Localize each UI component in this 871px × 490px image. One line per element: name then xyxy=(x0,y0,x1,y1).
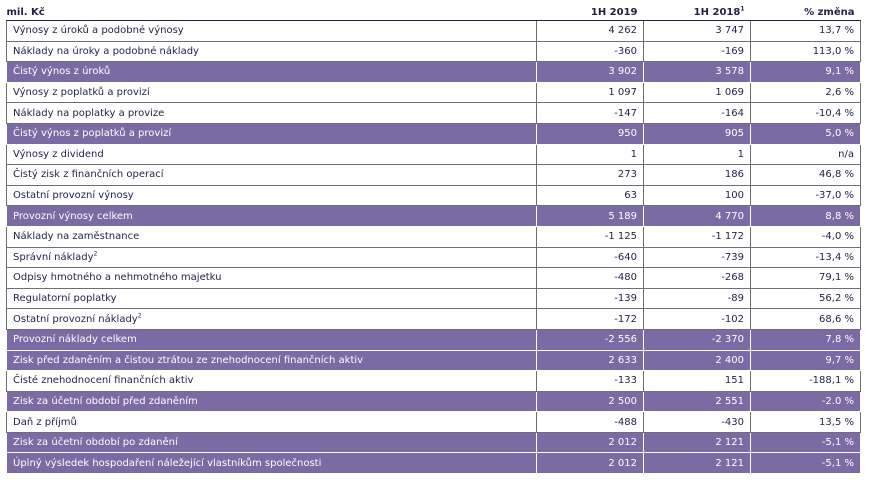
income-statement-table xyxy=(6,4,861,474)
table-row xyxy=(7,21,861,42)
value-1h-2018: 3 578 xyxy=(644,62,751,83)
value-1h-2018: 186 xyxy=(644,165,751,186)
table-row xyxy=(7,165,861,186)
row-label-cell xyxy=(7,226,537,247)
value-1h-2019: 63 xyxy=(537,185,644,206)
value-1h-2019: -147 xyxy=(537,103,644,124)
value-1h-2019: -640 xyxy=(537,247,644,268)
value-1h-2018: 2 551 xyxy=(644,391,751,412)
row-label-cell xyxy=(7,309,537,330)
row-label-cell xyxy=(7,123,537,144)
value-1h-2019: 2 633 xyxy=(537,350,644,371)
header-1h-2018-footnote: 1 xyxy=(740,5,745,13)
value-1h-2019: -480 xyxy=(537,268,644,289)
table-row-subtotal xyxy=(7,206,861,227)
value-1h-2019: -133 xyxy=(537,371,644,392)
value-1h-2018: 1 069 xyxy=(644,82,751,103)
row-label-cell xyxy=(7,268,537,289)
value-1h-2018: -2 370 xyxy=(644,329,751,350)
row-label-cell xyxy=(7,391,537,412)
value-1h-2019: 1 097 xyxy=(537,82,644,103)
row-label: Provozní výnosy celkem xyxy=(13,210,133,222)
header-change: % změna xyxy=(751,4,861,21)
value-change: 5,0 % xyxy=(751,123,861,144)
table-row xyxy=(7,82,861,103)
table-row-subtotal xyxy=(7,350,861,371)
row-label: Provozní náklady celkem xyxy=(13,334,137,346)
value-1h-2018: 905 xyxy=(644,123,751,144)
value-change: 46,8 % xyxy=(751,165,861,186)
row-label: Zisk za účetní období před zdaněním xyxy=(13,395,198,407)
row-label: Daň z příjmů xyxy=(13,416,77,428)
header-1h-2018 xyxy=(644,4,751,21)
value-1h-2019: 2 012 xyxy=(537,453,644,474)
row-label-cell xyxy=(7,103,537,124)
row-label-cell xyxy=(7,62,537,83)
row-label-footnote: 2 xyxy=(137,312,142,320)
value-1h-2018: -164 xyxy=(644,103,751,124)
row-label-cell xyxy=(7,432,537,453)
value-change: -2.0 % xyxy=(751,391,861,412)
row-label: Ostatní provozní náklady xyxy=(13,313,138,325)
value-change: -5,1 % xyxy=(751,432,861,453)
value-change: -4,0 % xyxy=(751,226,861,247)
value-1h-2019: -139 xyxy=(537,288,644,309)
value-change: -5,1 % xyxy=(751,453,861,474)
value-change: 79,1 % xyxy=(751,268,861,289)
value-change: -37,0 % xyxy=(751,185,861,206)
row-label-cell xyxy=(7,371,537,392)
row-label: Čistý výnos z úroků xyxy=(13,66,111,78)
table-row xyxy=(7,268,861,289)
row-label: Výnosy z úroků a podobné výnosy xyxy=(13,25,184,37)
row-label-cell xyxy=(7,21,537,42)
row-label-cell xyxy=(7,144,537,165)
row-label-cell xyxy=(7,329,537,350)
value-1h-2018: -1 172 xyxy=(644,226,751,247)
row-label-cell xyxy=(7,185,537,206)
value-1h-2018: 1 xyxy=(644,144,751,165)
value-1h-2018: -739 xyxy=(644,247,751,268)
value-1h-2018: 2 121 xyxy=(644,453,751,474)
table-row-subtotal xyxy=(7,123,861,144)
value-change: 9,1 % xyxy=(751,62,861,83)
value-change: 7,8 % xyxy=(751,329,861,350)
value-change: -10,4 % xyxy=(751,103,861,124)
value-1h-2019: 2 012 xyxy=(537,432,644,453)
value-1h-2019: -172 xyxy=(537,309,644,330)
table-row xyxy=(7,371,861,392)
table-row xyxy=(7,185,861,206)
value-1h-2018: -430 xyxy=(644,412,751,433)
value-1h-2018: -89 xyxy=(644,288,751,309)
row-label: Náklady na poplatky a provize xyxy=(13,107,165,119)
value-1h-2019: -1 125 xyxy=(537,226,644,247)
value-1h-2018: 2 121 xyxy=(644,432,751,453)
table-row-subtotal xyxy=(7,62,861,83)
value-1h-2019: 1 xyxy=(537,144,644,165)
row-label-footnote: 2 xyxy=(93,250,98,258)
row-label: Úplný výsledek hospodaření náležející vlastníkům společnosti xyxy=(13,457,322,469)
value-1h-2018: 4 770 xyxy=(644,206,751,227)
row-label: Výnosy z dividend xyxy=(13,148,104,160)
value-1h-2018: -268 xyxy=(644,268,751,289)
row-label-cell xyxy=(7,165,537,186)
row-label-cell xyxy=(7,453,537,474)
row-label-cell xyxy=(7,206,537,227)
value-change: 13,5 % xyxy=(751,412,861,433)
value-change: 113,0 % xyxy=(751,41,861,62)
value-change: -13,4 % xyxy=(751,247,861,268)
table-row xyxy=(7,412,861,433)
value-1h-2018: 3 747 xyxy=(644,21,751,42)
value-change: 9,7 % xyxy=(751,350,861,371)
row-label: Náklady na úroky a podobné náklady xyxy=(13,45,199,57)
value-1h-2019: -360 xyxy=(537,41,644,62)
table-row xyxy=(7,144,861,165)
row-label-cell xyxy=(7,412,537,433)
row-label: Správní náklady xyxy=(13,251,94,263)
value-1h-2019: 5 189 xyxy=(537,206,644,227)
table-row xyxy=(7,247,861,268)
value-1h-2019: 3 902 xyxy=(537,62,644,83)
table-row-subtotal xyxy=(7,432,861,453)
row-label: Ostatní provozní výnosy xyxy=(13,190,134,202)
value-1h-2018: -102 xyxy=(644,309,751,330)
row-label: Odpisy hmotného a nehmotného majetku xyxy=(13,272,222,284)
value-1h-2018: 2 400 xyxy=(644,350,751,371)
value-change: 68,6 % xyxy=(751,309,861,330)
value-1h-2019: -488 xyxy=(537,412,644,433)
value-change: 8,8 % xyxy=(751,206,861,227)
value-change: -188,1 % xyxy=(751,371,861,392)
header-1h-2018-text: 1H 2018 xyxy=(693,6,741,18)
table-row-subtotal xyxy=(7,453,861,474)
row-label-cell xyxy=(7,247,537,268)
header-unit-label: mil. Kč xyxy=(7,4,537,21)
table-row xyxy=(7,226,861,247)
value-1h-2018: 151 xyxy=(644,371,751,392)
value-change: 13,7 % xyxy=(751,21,861,42)
value-1h-2019: 4 262 xyxy=(537,21,644,42)
table-row-subtotal xyxy=(7,391,861,412)
row-label-cell xyxy=(7,288,537,309)
row-label: Zisk před zdaněním a čistou ztrátou ze znehodnocení finančních aktiv xyxy=(13,354,364,366)
table-header xyxy=(7,4,861,21)
table-row xyxy=(7,309,861,330)
value-change: n/a xyxy=(751,144,861,165)
value-1h-2018: 100 xyxy=(644,185,751,206)
header-1h-2019: 1H 2019 xyxy=(537,4,644,21)
row-label: Čistý zisk z finančních operací xyxy=(13,169,164,181)
value-1h-2019: 950 xyxy=(537,123,644,144)
table-row xyxy=(7,103,861,124)
table-row xyxy=(7,41,861,62)
row-label: Čistý výnos z poplatků a provizí xyxy=(13,128,172,140)
row-label: Zisk za účetní období po zdanění xyxy=(13,437,178,449)
row-label-cell xyxy=(7,41,537,62)
value-1h-2019: 2 500 xyxy=(537,391,644,412)
table-row xyxy=(7,288,861,309)
table-body xyxy=(7,21,861,474)
row-label-cell xyxy=(7,350,537,371)
value-1h-2019: -2 556 xyxy=(537,329,644,350)
row-label: Regulatorní poplatky xyxy=(13,293,117,305)
header-row xyxy=(7,4,861,21)
row-label: Čisté znehodnocení finančních aktiv xyxy=(13,375,194,387)
row-label: Náklady na zaměstnance xyxy=(13,231,140,243)
value-1h-2018: -169 xyxy=(644,41,751,62)
value-change: 56,2 % xyxy=(751,288,861,309)
table-row-subtotal xyxy=(7,329,861,350)
row-label-cell xyxy=(7,82,537,103)
value-change: 2,6 % xyxy=(751,82,861,103)
value-1h-2019: 273 xyxy=(537,165,644,186)
row-label: Výnosy z poplatků a provizí xyxy=(13,87,150,99)
